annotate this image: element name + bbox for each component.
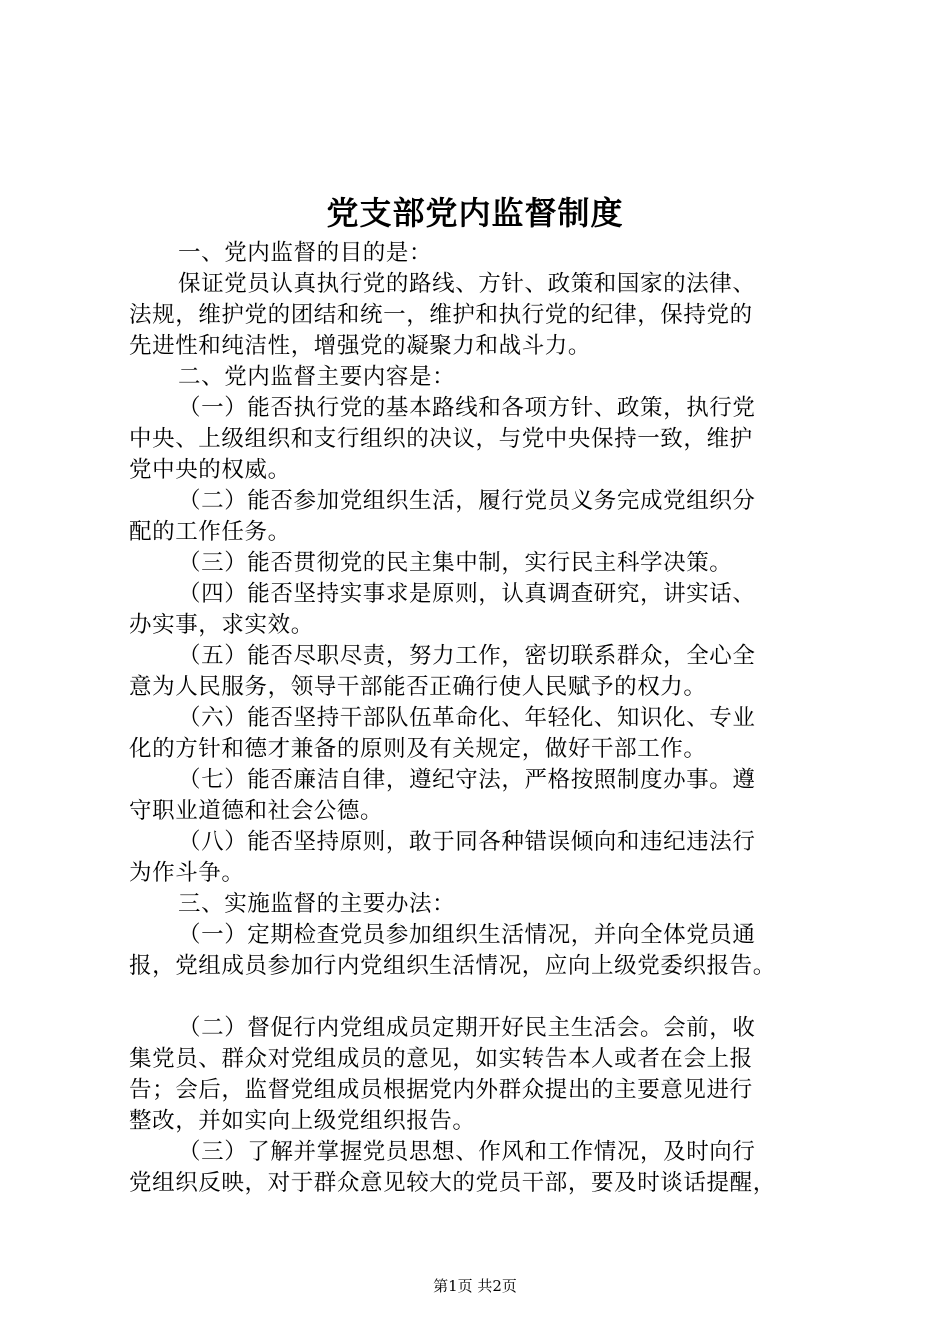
paragraph-line: 中央、上级组织和支行组织的决议，与党中央保持一致，维护 <box>129 426 753 452</box>
section-heading-1: 一、党内监督的目的是： <box>178 240 433 266</box>
paragraph-line: 告；会后，监督党组成员根据党内外群众提出的主要意见进行 <box>129 1077 753 1103</box>
paragraph-line: （四）能否坚持实事求是原则，认真调查研究，讲实话、 <box>178 581 756 607</box>
paragraph-line: 意为人民服务，领导干部能否正确行使人民赋予的权力。 <box>129 674 707 700</box>
paragraph-line: 守职业道德和社会公德。 <box>129 798 384 824</box>
paragraph-line: 党中央的权威。 <box>129 457 291 483</box>
paragraph-line: （六）能否坚持干部队伍革命化、年轻化、知识化、专业 <box>178 705 756 731</box>
paragraph-line: （八）能否坚持原则，敢于同各种错误倾向和违纪违法行 <box>178 829 756 855</box>
paragraph-line: （一）定期检查党员参加组织生活情况，并向全体党员通 <box>178 922 756 948</box>
paragraph-line: 化的方针和德才兼备的原则及有关规定，做好干部工作。 <box>129 736 707 762</box>
paragraph-line: 法规，维护党的团结和统一，维护和执行党的纪律，保持党的 <box>129 302 753 328</box>
paragraph-line: 整改，并如实向上级党组织报告。 <box>129 1108 476 1134</box>
document-title: 党支部党内监督制度 <box>326 194 624 232</box>
paragraph-line: （一）能否执行党的基本路线和各项方针、政策，执行党 <box>178 395 756 421</box>
paragraph-line: 先进性和纯洁性，增强党的凝聚力和战斗力。 <box>129 333 592 359</box>
section-heading-3: 三、实施监督的主要办法： <box>178 891 456 917</box>
paragraph-line: 配的工作任务。 <box>129 519 291 545</box>
paragraph-line: （三）了解并掌握党员思想、作风和工作情况，及时向行 <box>178 1139 756 1165</box>
paragraph-line: 办实事，求实效。 <box>129 612 314 638</box>
paragraph-line: （二）督促行内党组成员定期开好民主生活会。会前，收 <box>178 1015 756 1041</box>
paragraph-line: （三）能否贯彻党的民主集中制，实行民主科学决策。 <box>178 550 733 576</box>
paragraph-line: 报，党组成员参加行内党组织生活情况，应向上级党委织报告。 <box>129 953 776 979</box>
page-number-footer: 第1页 共2页 <box>433 1277 517 1295</box>
paragraph-line: 保证党员认真执行党的路线、方针、政策和国家的法律、 <box>178 271 756 297</box>
paragraph-line: （五）能否尽职尽责，努力工作，密切联系群众，全心全 <box>178 643 756 669</box>
paragraph-line: （七）能否廉洁自律，遵纪守法，严格按照制度办事。遵 <box>178 767 756 793</box>
paragraph-line: 集党员、群众对党组成员的意见，如实转告本人或者在会上报 <box>129 1046 753 1072</box>
paragraph-line: （二）能否参加党组织生活，履行党员义务完成党组织分 <box>178 488 756 514</box>
paragraph-line: 党组织反映，对于群众意见较大的党员干部，要及时谈话提醒， <box>129 1170 776 1196</box>
section-heading-2: 二、党内监督主要内容是： <box>178 364 456 390</box>
paragraph-line: 为作斗争。 <box>129 860 245 886</box>
